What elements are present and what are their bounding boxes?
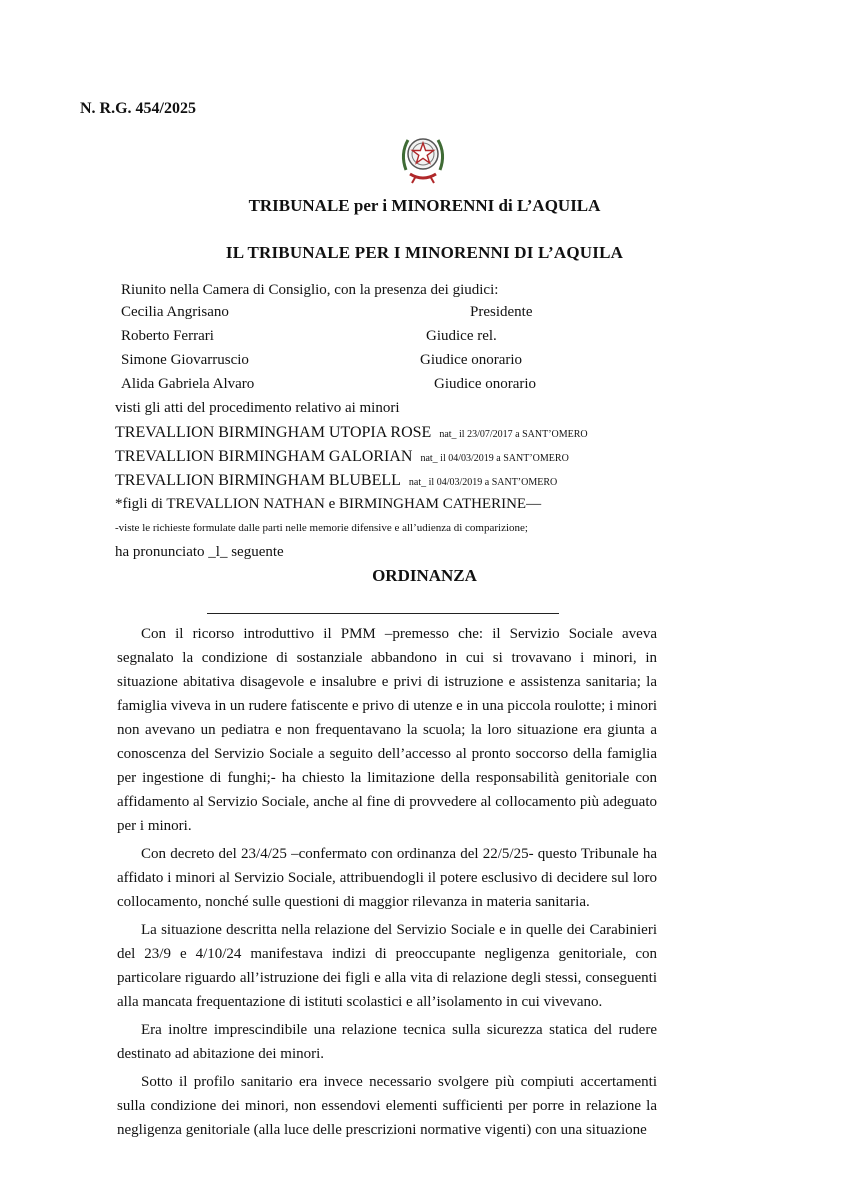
intro-line: Riunito nella Camera di Consiglio, con la presenza dei giudici: (121, 282, 499, 298)
judge-name: Simone Giovarruscio (121, 352, 249, 368)
body-paragraph: Con decreto del 23/4/25 –confermato con ordinanza del 22/5/25- questo Tribunale ha affidato i minori al Servizio Sociale, attribuendogli il potere esclusivo di decidere sul loro collocamento, nonché sulle questioni di maggior rilevanza in materia sanitaria. (117, 846, 657, 910)
body-paragraph: Sotto il profilo sanitario era invece necessario svolgere più compiuti accertamenti sulla condizione dei minori, non essendovi elementi sufficienti per porre in relazione la negligenza genitoriale (alla luce delle prescrizioni normative vigenti) con una situazione (117, 1074, 657, 1138)
minor-entry (115, 448, 569, 466)
ordinance-title: ORDINANZA (372, 566, 477, 585)
judge-role: Presidente (470, 304, 533, 320)
court-heading: TRIBUNALE per i MINORENNI di L’AQUILA (248, 196, 601, 215)
minor-name: TREVALLION BIRMINGHAM UTOPIA ROSE (115, 424, 432, 441)
title-divider (207, 613, 559, 614)
minor-name: TREVALLION BIRMINGHAM BLUBELL (115, 472, 401, 489)
minor-entry (115, 472, 557, 490)
body-paragraph: La situazione descritta nella relazione del Servizio Sociale e in quelle dei Carabinieri del 23/9 e 4/10/24 manifestava indizi di preoccupante negligenza genitoriale, con particolare riguardo all’istruzione dei figli e alla vita di relazione degli stessi, conseguenti alla mancata frequentazione di istituti scolastici e all’isolamento in cui vivevano. (117, 922, 657, 1010)
pronounced-line: ha pronunciato _l_ seguente (115, 544, 284, 560)
body-paragraph: Era inoltre imprescindibile una relazione tecnica sulla sicurezza statica del rudere destinato ad abitazione dei minori. (117, 1022, 657, 1062)
judge-name: Cecilia Angrisano (121, 304, 229, 320)
body-paragraph: Con il ricorso introduttivo il PMM –premesso che: il Servizio Sociale aveva segnalato la condizione di sostanziale abbandono in cui si trovavano i minori, in situazione abitativa disagevole e insalubre e privi di istruzione e assistenza sanitaria; la famiglia viveva in un rudere fatiscente e privo di utenze e in una piccola roulotte; i minori non avevano un pediatra e non frequentavano la scuola; la loro situazione era giunta a conoscenza del Servizio Sociale a seguito dell’accesso al pronto soccorso della famiglia per ingestione di funghi;- ha chiesto la limitazione della responsabilità genitoriale con affidamento al Servizio Sociale, anche al fine di provvedere al collocamento più adeguato per i minori. (117, 626, 657, 834)
minor-birth: nat_ il 23/07/2017 a SANT’OMERO (439, 429, 588, 440)
case-number: N. R.G. 454/2025 (80, 100, 196, 117)
viste-line: -viste le richieste formulate dalle parti nelle memorie difensive e all’udienza di comparizione; (115, 522, 528, 534)
judge-role: Giudice onorario (420, 352, 523, 368)
parents-line: *figli di TREVALLION NATHAN e BIRMINGHAM CATHERINE— (115, 496, 542, 512)
ordinance-body (117, 622, 657, 1146)
minor-birth: nat_ il 04/03/2019 a SANT’OMERO (408, 477, 558, 488)
visti-line: visti gli atti del procedimento relativo ai minori (115, 400, 400, 416)
judge-name: Roberto Ferrari (121, 328, 214, 344)
tribunal-heading: IL TRIBUNALE PER I MINORENNI DI L’AQUILA (225, 243, 624, 262)
judge-name: Alida Gabriela Alvaro (121, 376, 255, 392)
minor-birth: nat_ il 04/03/2019 a SANT’OMERO (420, 453, 569, 464)
minor-name: TREVALLION BIRMINGHAM GALORIAN (115, 448, 413, 465)
judge-role: Giudice rel. (426, 328, 497, 344)
judge-role: Giudice onorario (434, 376, 537, 392)
minor-entry (115, 424, 588, 442)
italian-republic-emblem-icon (398, 130, 448, 184)
